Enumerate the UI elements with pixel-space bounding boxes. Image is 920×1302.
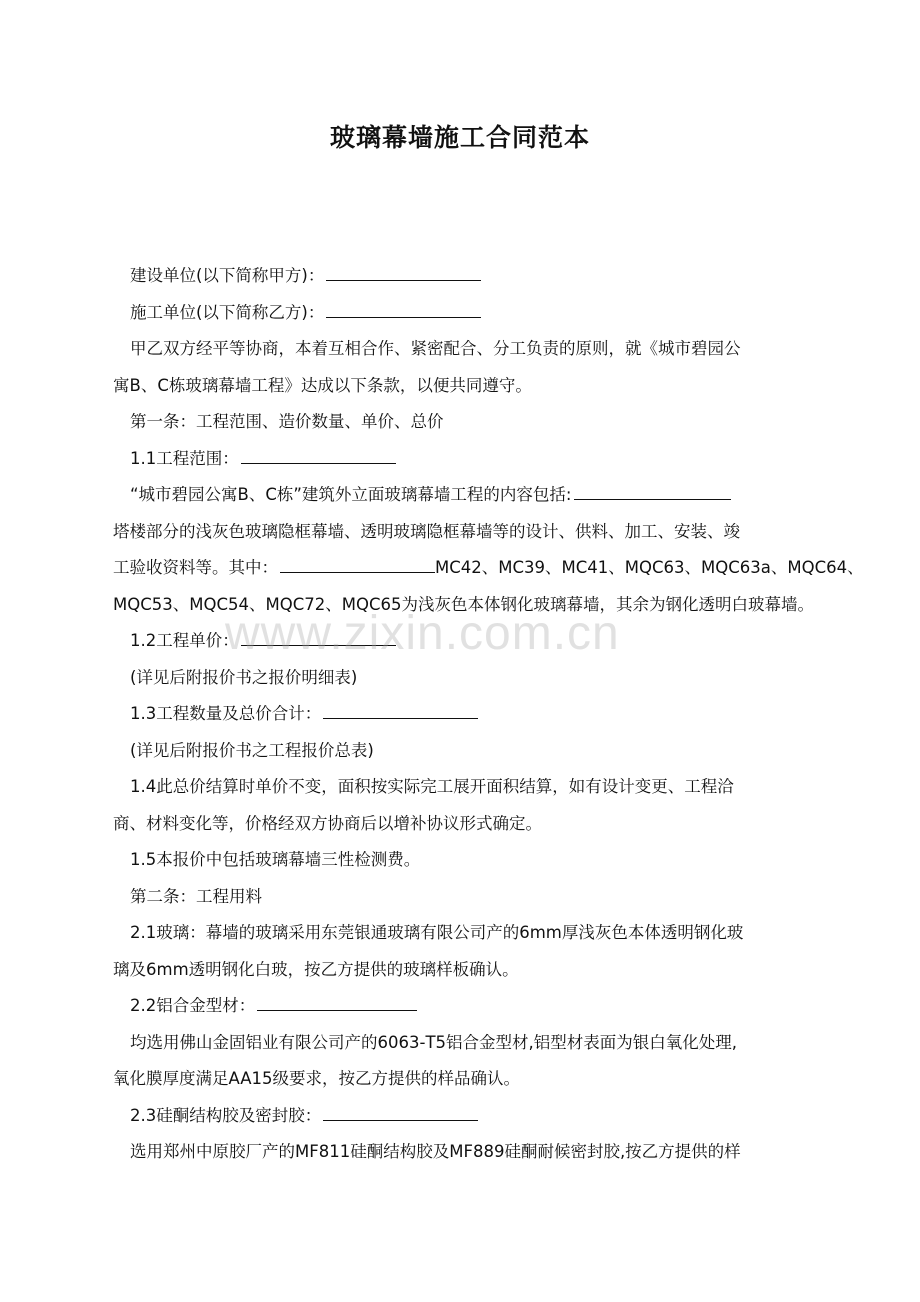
clause-1-4: 1.4此总价结算时单价不变，面积按实际完工展开面积结算，如有设计变更、工程洽: [130, 777, 734, 796]
unit-price-blank: [241, 630, 396, 646]
page-title: 玻璃幕墙施工合同范本: [329, 123, 590, 152]
party-a-blank: [326, 265, 481, 281]
clause-2-3: 2.3硅酮结构胶及密封胶：: [113, 1098, 825, 1135]
party-b-blank: [326, 302, 481, 318]
article-1-heading: 第一条：工程范围、造价数量、单价、总价: [130, 412, 444, 431]
clause-1-2: 1.2工程单价：: [113, 623, 825, 660]
paragraph-line: 甲乙双方经平等协商，本着互相合作、紧密配合、分工负责的原则，就《城市碧园公: [130, 339, 741, 358]
paragraph-line: “城市碧园公寓B、C栋”建筑外立面玻璃幕墙工程的内容包括:: [113, 477, 825, 514]
party-a-line: 建设单位(以下简称甲方)：: [113, 258, 825, 295]
paragraph-line: (详见后附报价书之报价明细表): [130, 667, 358, 687]
watermark: www.zixin.com.cn: [225, 607, 620, 660]
paragraph-line: 塔楼部分的浅灰色玻璃隐框幕墙、透明玻璃隐框幕墙等的设计、供料、加工、安装、竣: [113, 521, 740, 541]
paragraph-line: 寓B、C栋玻璃幕墙工程》达成以下条款，以便共同遵守。: [113, 375, 532, 395]
paragraph-line: 选用郑州中原胶厂产的MF811硅酮结构胶及MF889硅酮耐候密封胶,按乙方提供的样: [130, 1142, 741, 1161]
paragraph-line: 均选用佛山金固铝业有限公司产的6063-T5铝合金型材,铝型材表面为银白氧化处理,: [130, 1032, 738, 1052]
paragraph-line: (详见后附报价书之工程报价总表): [130, 740, 374, 760]
clause-1-3: 1.3工程数量及总价合计：: [113, 696, 825, 733]
aluminum-blank: [257, 995, 417, 1011]
sealant-blank: [323, 1105, 478, 1121]
scope-content-blank: [574, 484, 731, 500]
paragraph-line: 璃及6mm透明钢化白玻，按乙方提供的玻璃样板确认。: [113, 959, 519, 979]
paragraph-line: 氧化膜厚度满足AA15级要求，按乙方提供的样品确认。: [113, 1069, 521, 1088]
paragraph-line: 商、材料变化等，价格经双方协商后以增补协议形式确定。: [113, 813, 542, 833]
article-2-heading: 第二条：工程用料: [130, 886, 262, 906]
clause-1-5: 1.5本报价中包括玻璃幕墙三性检测费。: [130, 850, 421, 869]
clause-2-2: 2.2铝合金型材：: [113, 988, 825, 1025]
scope-blank: [241, 448, 396, 464]
clause-2-1: 2.1玻璃：幕墙的玻璃采用东莞银通玻璃有限公司产的6mm厚浅灰色本体透明钢化玻: [130, 923, 744, 942]
items-blank: [280, 557, 435, 573]
clause-1-1: 1.1工程范围：: [113, 441, 825, 478]
paragraph-line: 工验收资料等。其中： MC42、MC39、MC41、MQC63、MQC63a、MQC64、: [113, 558, 864, 577]
party-b-line: 施工单位(以下简称乙方)：: [113, 295, 825, 332]
paragraph-line: MQC53、MQC54、MQC72、MQC65为浅灰色本体钢化玻璃幕墙，其余为钢化透明白玻幕墙。: [113, 594, 814, 614]
contract-body: [113, 258, 864, 1171]
total-price-blank: [323, 703, 478, 719]
